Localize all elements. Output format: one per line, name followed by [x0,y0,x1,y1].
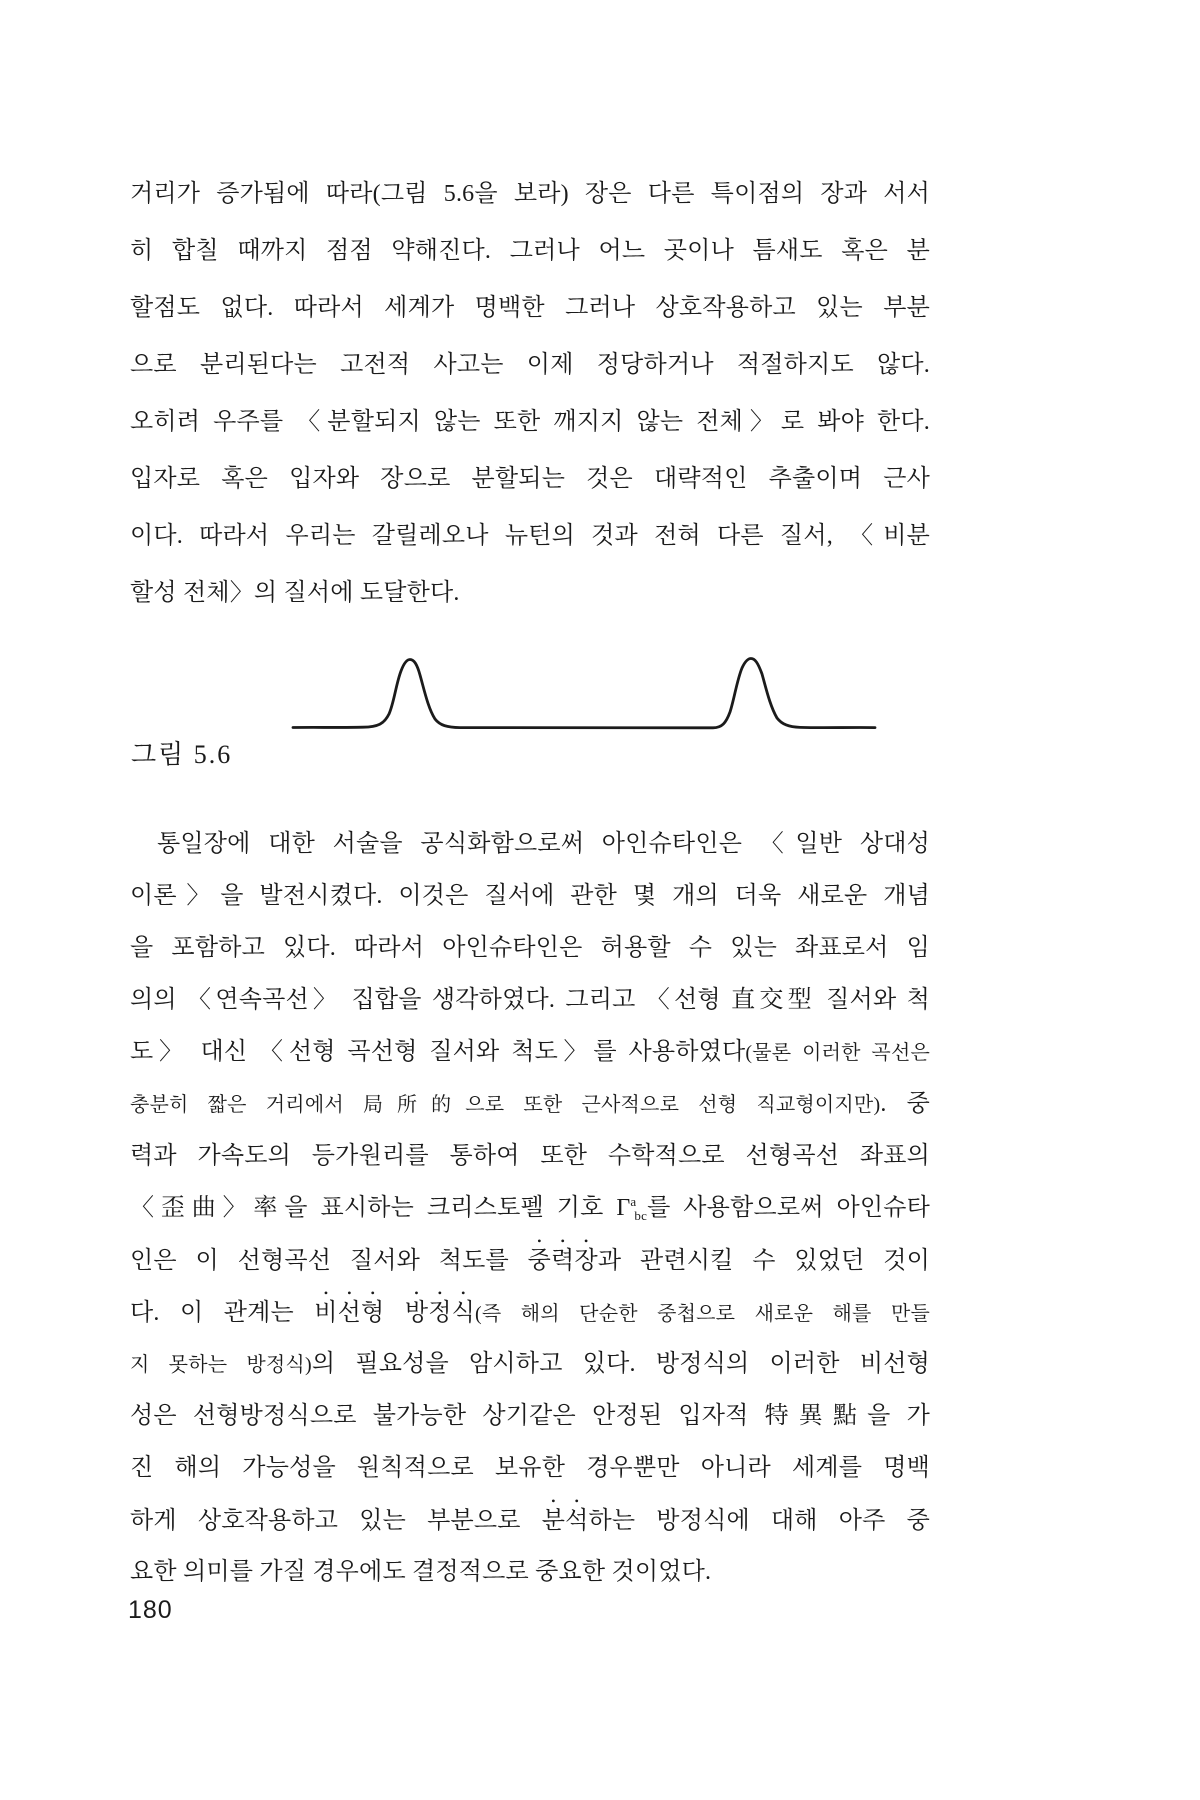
text-line [130,166,930,223]
text-line [130,1338,930,1390]
text-segment: . 중 [880,1091,930,1117]
text-line [130,1026,930,1078]
text-segment: 진 해의 가능성을 원칙적으로 보유한 경우뿐만 아니라 세계를 명백 [130,1455,930,1481]
text-segment: 력과 가속도의 등가원리를 통하여 또한 수학적으로 선형곡선 좌표의 [130,1143,930,1169]
text-line [130,1182,930,1234]
text-segment: 의 필요성을 암시하고 있다. 방정식의 이러한 비선형 [311,1351,930,1377]
text-segment: 성은 선형방정식으로 불가능한 상기같은 안정된 입자적 特異點을 가 [130,1403,930,1429]
text-segment: 히 합칠 때까지 점점 약해진다. 그러나 어느 곳이나 틈새도 혹은 분 [130,238,930,264]
text-line [130,280,930,337]
figure-caption: 그림 5.6 [131,740,233,769]
text-segment: 다. 이 관계는 [130,1300,315,1326]
text-line [130,1442,930,1494]
text-segment: 입자로 혹은 입자와 장으로 분할되는 것은 대략적인 추출이며 근사 [130,466,930,492]
text-segment: 의의 〈연속곡선〉 집합을 생각하였다. 그리고 〈선형 直交型 질서와 척 [130,987,930,1013]
text-segment: 하게 상호작용하고 있는 부분으로 [130,1508,542,1534]
text-segment: 요한 의미를 가질 경우에도 결정적으로 중요한 것이었다. [130,1559,712,1585]
text-segment: a [630,1194,637,1209]
text-line [130,818,930,870]
text-line [130,1286,930,1338]
text-line [130,1234,930,1286]
text-line [130,1390,930,1442]
text-segment: 이론〉을 발전시켰다. 이것은 질서에 관한 몇 개의 더욱 새로운 개념 [130,883,930,909]
text-segment: 거리가 증가됨에 따라(그림 5.6을 보라) 장은 다른 특이점의 장과 서서 [130,181,930,207]
text-segment: 하는 방정식에 대해 아주 중 [588,1508,930,1534]
text-line [130,565,930,622]
text-segment: 지 못하는 방정식) [130,1354,312,1376]
text-segment: (즉 해의 단순한 중첩으로 새로운 해를 만들 [474,1303,930,1325]
text-line [130,508,930,565]
text-segment: 으로 분리된다는 고전적 사고는 이제 정당하거나 적절하지도 않다. [130,352,930,378]
text-line [130,1546,930,1598]
text-segment: 통일장에 대한 서술을 공식화함으로써 아인슈타인은 〈일반 상대성 [157,831,930,857]
text-line [130,1494,930,1546]
text-line [130,394,930,451]
figure-curve-path [293,659,875,729]
text-line [130,870,930,922]
text-line [130,451,930,508]
text-segment: 〈歪曲〉率을 표시하는 크리스토펠 기호 [130,1195,617,1221]
text-segment: 오히려 우주를 〈분할되지 않는 또한 깨지지 않는 전체〉로 봐야 한다. [130,409,930,435]
text-segment: 할성 전체〉의 질서에 도달한다. [130,580,460,606]
text-segment: 도〉 대신 〈선형 곡선형 질서와 척도〉를 사용하였다 [130,1039,746,1065]
paragraph-2 [130,818,930,1598]
text-segment: 이다. 따라서 우리는 갈릴레오나 뉴턴의 것과 전혀 다른 질서, 〈비분 [130,523,930,549]
emphasized-text: 비선형 방정식 [314,1300,475,1326]
text-segment: (물론 이러한 곡선은 [745,1042,930,1064]
text-segment: bc [634,1208,648,1223]
figure-5-6 [285,640,885,735]
text-line [130,922,930,974]
emphasized-text: 중력장 [527,1248,598,1274]
text-segment: 할점도 없다. 따라서 세계가 명백한 그러나 상호작용하고 있는 부분 [130,295,930,321]
emphasized-text: 분석 [541,1508,589,1534]
text-segment: Γ [616,1195,631,1221]
two-peak-curve [285,640,885,735]
text-line [130,1078,930,1130]
text-segment: 인은 이 선형곡선 질서와 척도를 [130,1248,528,1274]
text-line [130,337,930,394]
text-segment: 충분히 짧은 거리에서 局所的으로 또한 근사적으로 선형 직교형이지만) [130,1094,881,1116]
text-line [130,974,930,1026]
text-segment: 과 관련시킬 수 있었던 것이 [597,1248,930,1274]
text-segment: 를 사용함으로써 아인슈타 [647,1195,930,1221]
text-line [130,1130,930,1182]
text-line [130,223,930,280]
paragraph-1 [130,166,930,622]
text-segment: 을 포함하고 있다. 따라서 아인슈타인은 허용할 수 있는 좌표로서 임 [130,935,930,961]
page-number: 180 [128,1596,173,1624]
